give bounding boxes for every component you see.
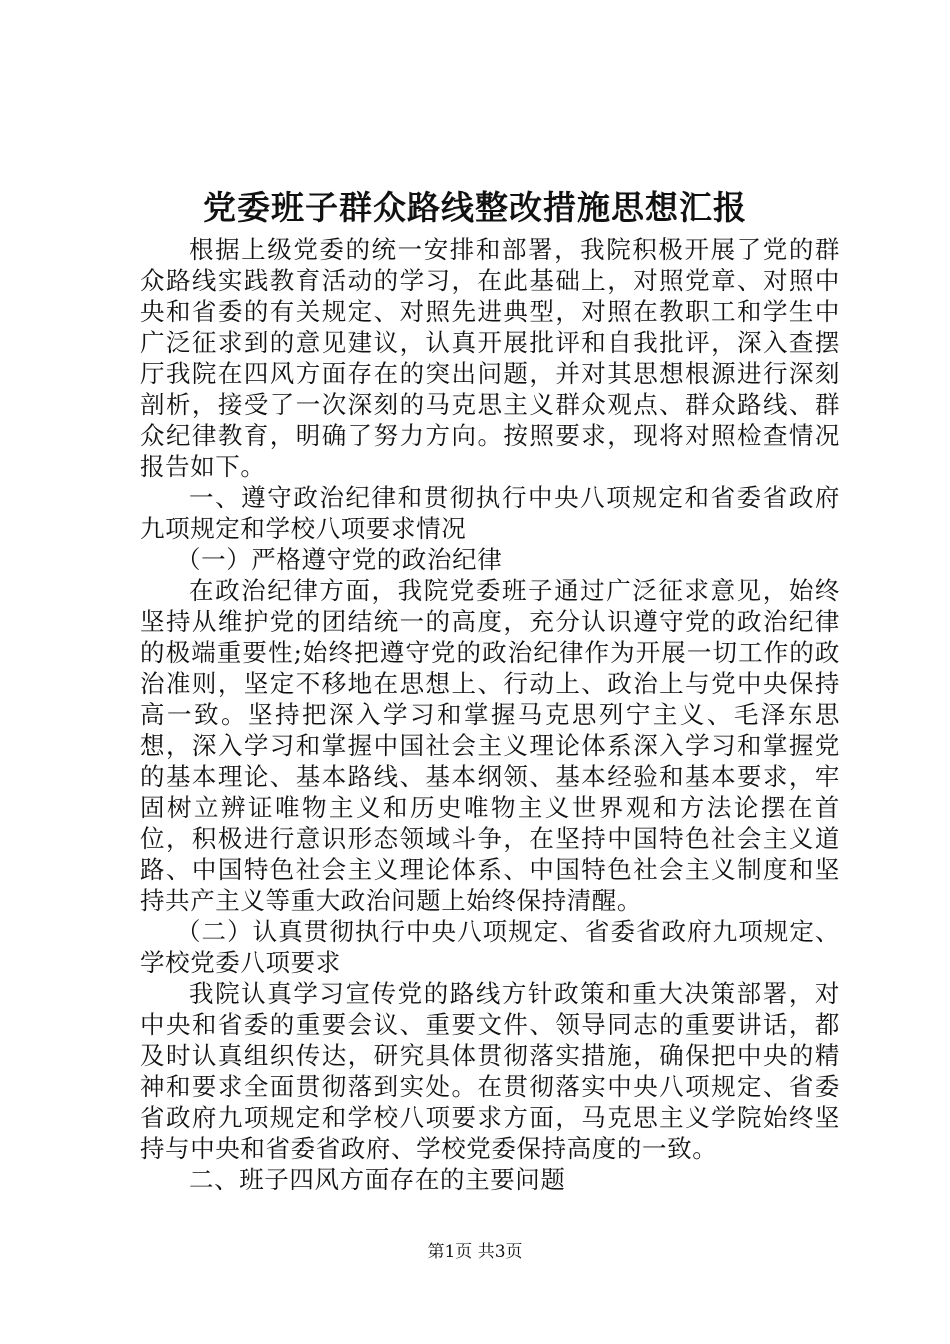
- paragraph-intro: 根据上级党委的统一安排和部署，我院积极开展了党的群众路线实践教育活动的学习，在此基础上，对照党章、对照中央和省委的有关规定、对照先进典型，对照在教职工和学生中广泛征求到的意见建议，认真开展批评和自我批评，深入查摆厅我院在四风方面存在的突出问题，并对其思想根源进行深刻剖析，接受了一次深刻的马克思主义群众观点、群众路线、群众纪律教育，明确了努力方向。按照要求，现将对照检查情况报告如下。: [140, 235, 840, 481]
- page-footer: 第1页 共3页: [427, 1242, 523, 1262]
- section-heading-2: 二、班子四风方面存在的主要问题: [189, 1165, 566, 1194]
- document-body: [140, 234, 840, 1195]
- paragraph-implementation: 我院认真学习宣传党的路线方针政策和重大决策部署，对中央和省委的重要会议、重要文件、领导同志的重要讲话，都及时认真组织传达，研究具体贯彻落实措施，确保把中央的精神和要求全面贯彻落到实处。在贯彻落实中央八项规定、省委省政府九项规定和学校八项要求方面，马克思主义学院始终坚持与中央和省委省政府、学校党委保持高度的一致。: [140, 979, 840, 1163]
- document-title: 党委班子群众路线整改措施思想汇报: [203, 188, 747, 227]
- subsection-heading-2: （二）认真贯彻执行中央八项规定、省委省政府九项规定、学校党委八项要求: [140, 917, 840, 977]
- paragraph-political-discipline: 在政治纪律方面，我院党委班子通过广泛征求意见，始终坚持从维护党的团结统一的高度，充分认识遵守党的政治纪律的极端重要性;始终把遵守党的政治纪律作为开展一切工作的政治准则，坚定不移地在思想上、行动上、政治上与党中央保持高一致。坚持把深入学习和掌握马克思列宁主义、毛泽东思想，深入学习和掌握中国社会主义理论体系深入学习和掌握党的基本理论、基本路线、基本纲领、基本经验和基本要求，牢固树立辨证唯物主义和历史唯物主义世界观和方法论摆在首位，积极进行意识形态领域斗争，在坚持中国特色社会主义道路、中国特色社会主义理论体系、中国特色社会主义制度和坚持共产主义等重大政治问题上始终保持清醒。: [140, 576, 840, 915]
- section-heading-1: 一、遵守政治纪律和贯彻执行中央八项规定和省委省政府九项规定和学校八项要求情况: [140, 483, 840, 543]
- subsection-heading-1: （一）严格遵守党的政治纪律: [176, 545, 503, 574]
